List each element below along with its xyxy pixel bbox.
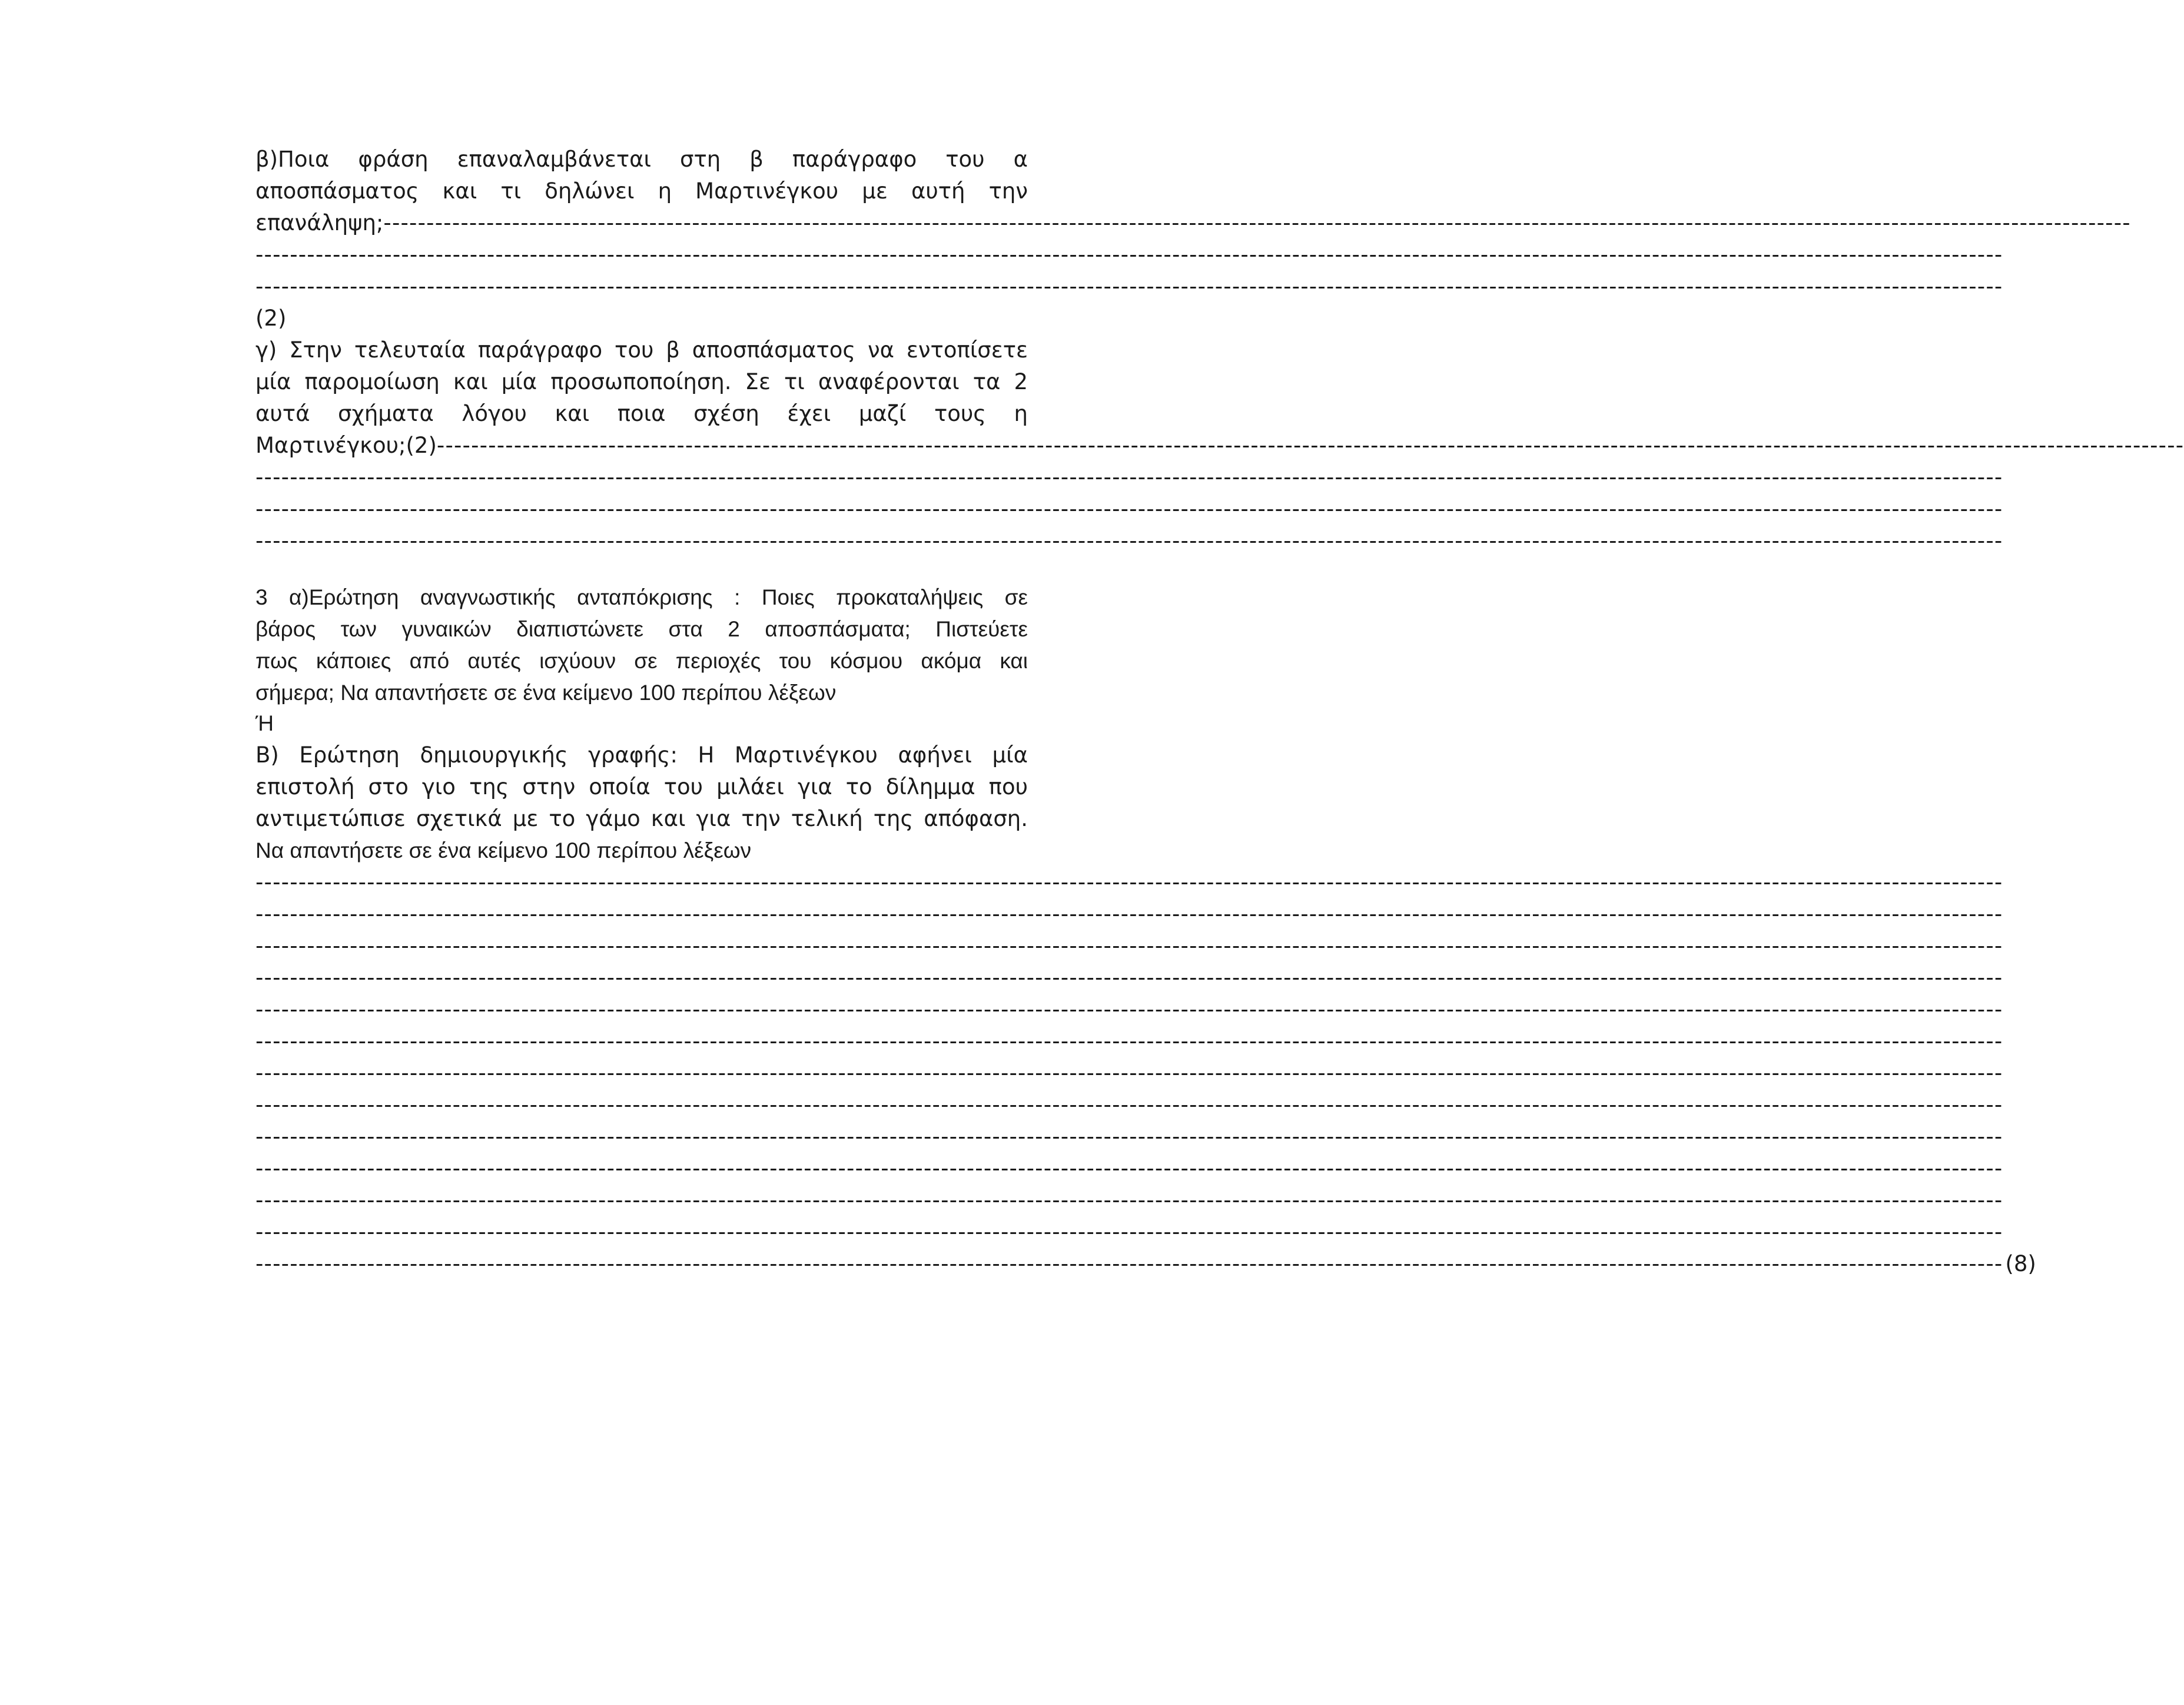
question-3b-line-2: επιστολή στο γιο της στην οποία του μιλάει για το δίλημμα που (255, 774, 1028, 800)
question-3a-line-2: βάρος των γυναικών διαπιστώνετε στα 2 αποσπάσματα; Πιστεύετε (255, 617, 1028, 641)
answer-dash-line (255, 1026, 2003, 1057)
question-3b-line-1: Β) Ερώτηση δημιουργικής γραφής: Η Μαρτινέγκου αφήνει μία (255, 742, 1028, 768)
answer-dash-line (255, 930, 2003, 962)
question-c-line-4-text: Μαρτινέγκου;(2) (255, 433, 437, 458)
question-3-or: Ή (255, 711, 274, 735)
answer-dash-line: ------------------------------------------------------------------------------------------------------------------------------------------------------------------------------------------------------------ (255, 274, 2003, 299)
answer-dash-line: ------------------------------------------------------------------------------------------------------------------------------------------------------------------------------------------------------------ (255, 528, 2003, 553)
answer-dash-line (255, 493, 2003, 525)
answer-dash-line (255, 898, 2003, 930)
final-answer-line (255, 1248, 2036, 1280)
answer-dash-line: ------------------------------------------------------------------------------------------------------------------------------------------------------------------------------------------------------------ (255, 997, 2003, 1022)
question-c-line-1: γ) Στην τελευταία παράγραφο του β αποσπάσματος να εντοπίσετε (255, 337, 1028, 363)
answer-dash-line: ------------------------------------------------------------------------------------------------------------------------------------------------------------------------------------------------------------ (255, 965, 2003, 990)
answer-dash-line: ------------------------------------------------------------------------------------------------------------------------------------------------------------------------------------------------------------ (255, 901, 2003, 927)
answer-dash-line: ------------------------------------------------------------------------------------------------------------------------------------------------------------------------------------------------------------ (255, 1251, 2003, 1276)
answer-dash-line: ------------------------------------------------------------------------------------------------------------------------------------------------------------------------------------------------------------ (255, 1124, 2003, 1149)
answer-dash-line: ------------------------------------------------------------------------------------------------------------------------------------------------------------------------------------------------------------ (436, 433, 2184, 458)
question-b-line-3 (255, 207, 2131, 239)
answer-dash-line (255, 1185, 2003, 1216)
answer-dash-line (255, 1057, 2003, 1089)
question-b-line-1: β)Ποια φράση επαναλαμβάνεται στη β παράγραφο του α (255, 147, 1028, 172)
question-3b-line-3: αντιμετώπισε σχετικά με το γάμο και για την τελική της απόφαση. (255, 806, 1028, 831)
answer-dash-line (255, 1153, 2003, 1185)
question-c-line-4 (255, 430, 2184, 462)
question-c-line-3: αυτά σχήματα λόγου και ποια σχέση έχει μαζί τους η (255, 401, 1028, 426)
answer-dash-line: ------------------------------------------------------------------------------------------------------------------------------------------------------------------------------------------------------------ (255, 1092, 2003, 1117)
question-b-line-3-text: επανάληψη; (255, 210, 384, 235)
answer-dash-line (255, 867, 2003, 898)
answer-dash-line: ------------------------------------------------------------------------------------------------------------------------------------------------------------------------------------------------------------ (255, 1187, 2003, 1213)
answer-dash-line: ------------------------------------------------------------------------------------------------------------------------------------------------------------------------------------------------------------ (255, 1219, 2003, 1245)
answer-dash-line: ------------------------------------------------------------------------------------------------------------------------------------------------------------------------------------------------------------ (383, 210, 2131, 235)
answer-dash-line (255, 462, 2003, 493)
question-b-points: (2) (255, 306, 287, 331)
answer-dash-line: ------------------------------------------------------------------------------------------------------------------------------------------------------------------------------------------------------------ (255, 1029, 2003, 1054)
answer-dash-line: ------------------------------------------------------------------------------------------------------------------------------------------------------------------------------------------------------------ (255, 465, 2003, 490)
question-3b-line-4: Να απαντήσετε σε ένα κείμενο 100 περίπου λέξεων (255, 838, 752, 863)
answer-dash-line (255, 1121, 2003, 1153)
answer-dash-line (255, 994, 2003, 1026)
answer-dash-line (255, 239, 2003, 271)
answer-dash-line (255, 1216, 2003, 1248)
answer-dash-line: ------------------------------------------------------------------------------------------------------------------------------------------------------------------------------------------------------------ (255, 933, 2003, 958)
answer-dash-line: ------------------------------------------------------------------------------------------------------------------------------------------------------------------------------------------------------------ (255, 1060, 2003, 1086)
question-3-points: (8) (2005, 1251, 2036, 1276)
answer-dash-line (255, 962, 2003, 994)
question-3a-line-1: 3 α)Ερώτηση αναγνωστικής ανταπόκρισης : Ποιες προκαταλήψεις σε (255, 585, 1028, 609)
question-3a-line-4: σήμερα; Να απαντήσετε σε ένα κείμενο 100 περίπου λέξεων (255, 681, 837, 705)
question-b-line-2: αποσπάσματος και τι δηλώνει η Μαρτινέγκου με αυτή την (255, 178, 1028, 204)
answer-dash-line: ------------------------------------------------------------------------------------------------------------------------------------------------------------------------------------------------------------ (255, 496, 2003, 522)
question-c-line-2: μία παρομοίωση και μία προσωποποίηση. Σε τι αναφέρονται τα 2 (255, 369, 1028, 394)
answer-dash-line (255, 271, 2003, 303)
answer-dash-line: ------------------------------------------------------------------------------------------------------------------------------------------------------------------------------------------------------------ (255, 242, 2003, 267)
answer-dash-line: ------------------------------------------------------------------------------------------------------------------------------------------------------------------------------------------------------------ (255, 1156, 2003, 1181)
answer-dash-line: ------------------------------------------------------------------------------------------------------------------------------------------------------------------------------------------------------------ (255, 870, 2003, 895)
answer-dash-line (255, 1089, 2003, 1121)
answer-dash-line (255, 525, 2003, 557)
question-3a-line-3: πως κάποιες από αυτές ισχύουν σε περιοχές του κόσμου ακόμα και (255, 649, 1028, 673)
